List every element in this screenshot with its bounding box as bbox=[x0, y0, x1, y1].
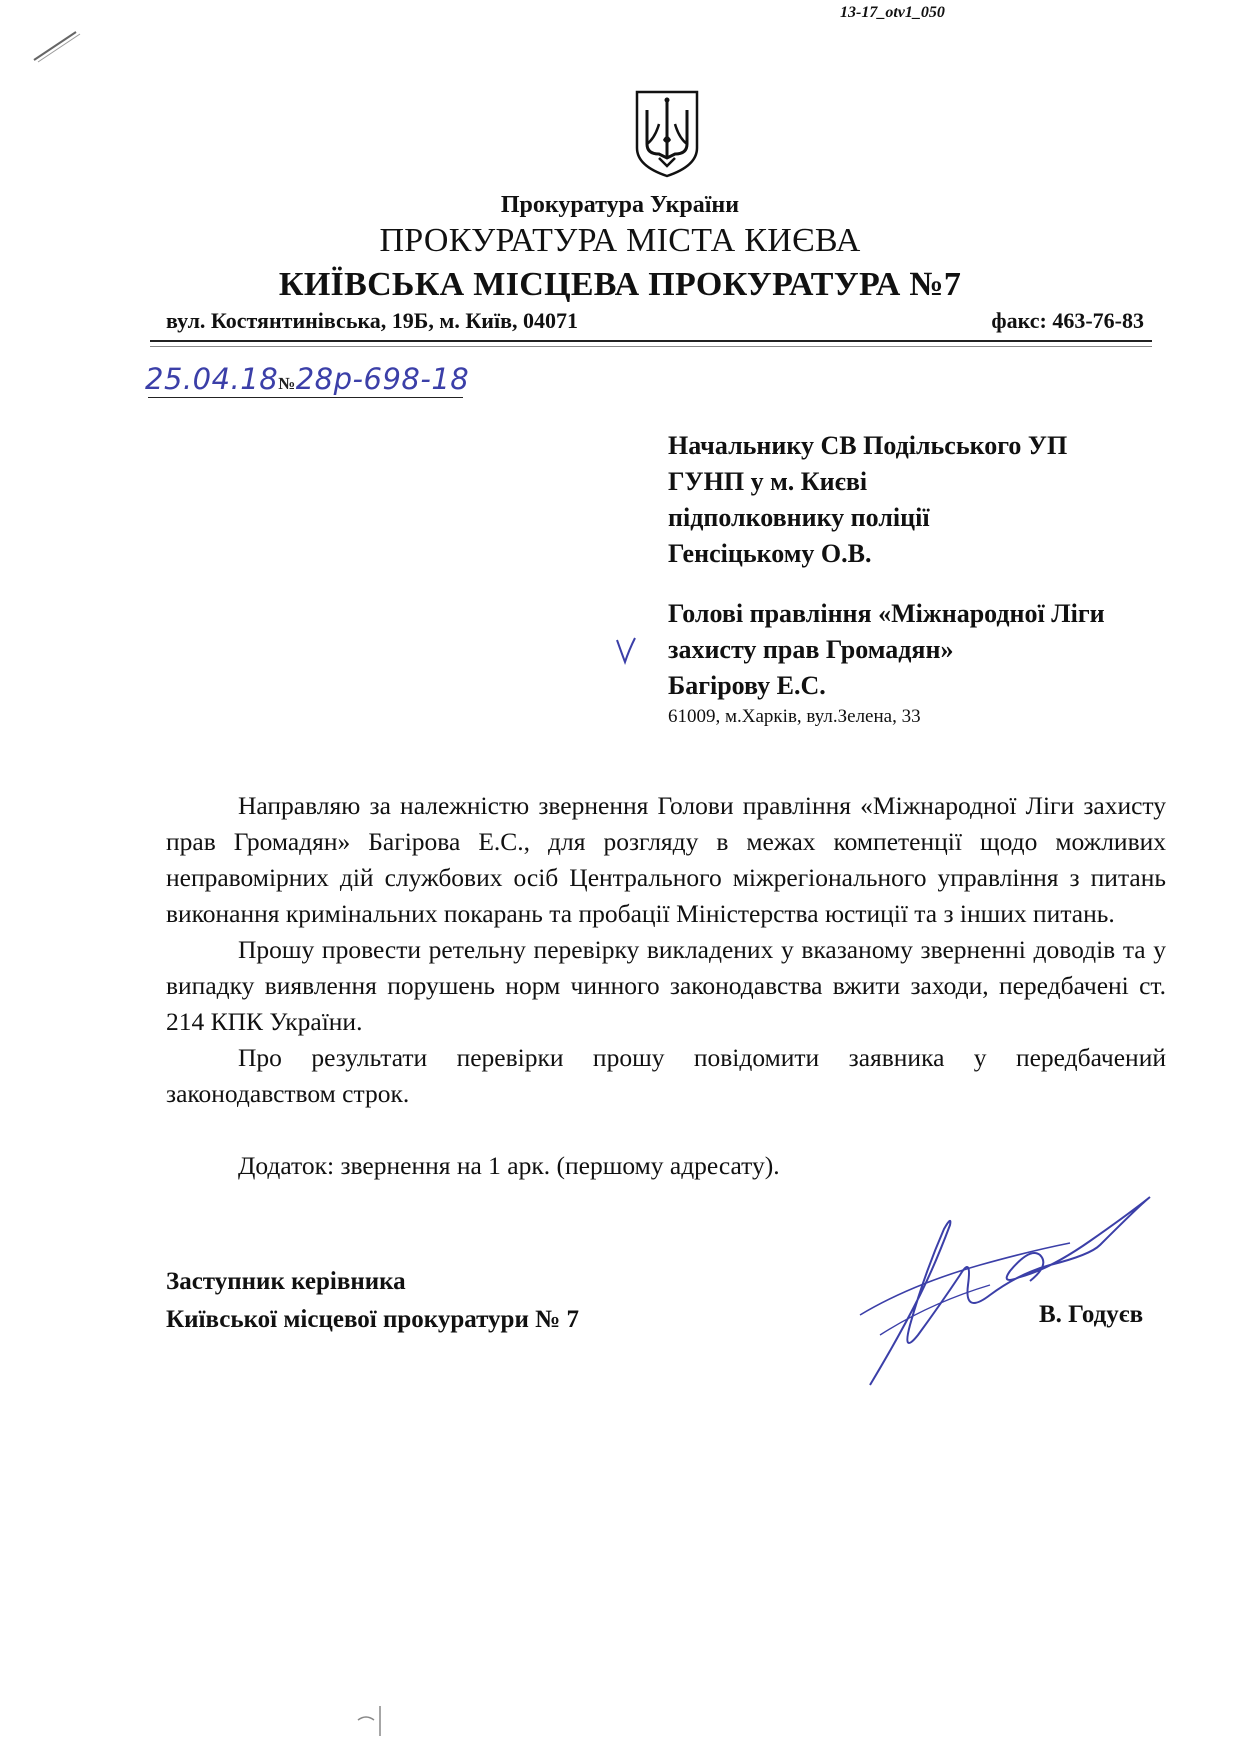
registration-line bbox=[145, 362, 469, 396]
recipient2-line: Голові правління «Міжнародної Ліги bbox=[668, 599, 1105, 628]
registration-no-label: № bbox=[278, 374, 296, 393]
letter-body bbox=[166, 788, 1166, 1184]
recipient1-line: ГУНП у м. Києві bbox=[668, 467, 868, 496]
recipient2-line: захисту прав Громадян» bbox=[668, 635, 954, 664]
header-address-line bbox=[166, 308, 1144, 334]
signer-title-line: Заступник керівника bbox=[166, 1268, 406, 1295]
pen-scratch-mark bbox=[30, 26, 90, 66]
body-paragraph: Направляю за належністю звернення Голови правління «Міжнародної Ліги захисту прав Громадян» Багірова Е.С., для розгляду в межах компетенції щодо можливих неправомірних дій службових осіб Центрального міжрегіонального управління з питань виконання кримінальних покарань та пробації Міністерства юстиції та з інших питань. bbox=[166, 791, 1166, 928]
org-address: вул. Костянтинівська, 19Б, м. Київ, 04071 bbox=[166, 308, 578, 333]
registration-underline bbox=[148, 397, 463, 398]
pencil-margin-mark bbox=[352, 1700, 392, 1740]
header-divider bbox=[150, 340, 1152, 347]
handwritten-checkmark-icon bbox=[614, 636, 638, 666]
signer-title bbox=[166, 1263, 579, 1339]
document-code: 13-17_otv1_050 bbox=[840, 4, 945, 21]
body-paragraph: Прошу провести ретельну перевірку викладених у вказаному зверненні доводів та у випадку виявлення порушень норм чинного законодавства вжити заходи, передбачені ст. 214 КПК України. bbox=[166, 935, 1166, 1036]
body-paragraph: Про результати перевірки прошу повідомити заявника у передбачений законодавством строк. bbox=[166, 1043, 1166, 1108]
attachment-note: Додаток: звернення на 1 арк. (першому адресату). bbox=[238, 1151, 780, 1180]
recipient2-line: Багірову Е.С. bbox=[668, 671, 826, 700]
signer-name: В. Годуєв bbox=[1039, 1301, 1144, 1328]
handwritten-signature bbox=[840, 1185, 1160, 1395]
signer-title-line: Київської місцевої прокуратури № 7 bbox=[166, 1306, 579, 1333]
registration-number: 28р-698-18 bbox=[295, 362, 470, 396]
org-city-title: ПРОКУРАТУРА МІСТА КИЄВА bbox=[379, 222, 861, 259]
recipient2-address: 61009, м.Харків, вул.Зелена, 33 bbox=[668, 706, 921, 727]
org-local-title: КИЇВСЬКА МІСЦЕВА ПРОКУРАТУРА №7 bbox=[278, 266, 962, 303]
recipients-block bbox=[668, 428, 1188, 730]
recipient1-line: підполковнику поліції bbox=[668, 503, 930, 532]
org-fax: факс: 463-76-83 bbox=[991, 308, 1144, 333]
org-top-title: Прокуратура України bbox=[500, 192, 740, 218]
recipient1-line: Генсіцькому О.В. bbox=[668, 539, 872, 568]
trident-emblem-icon bbox=[633, 88, 701, 180]
recipient1-line: Начальнику СВ Подільського УП bbox=[668, 431, 1068, 460]
registration-date: 25.04.18 bbox=[145, 362, 279, 396]
